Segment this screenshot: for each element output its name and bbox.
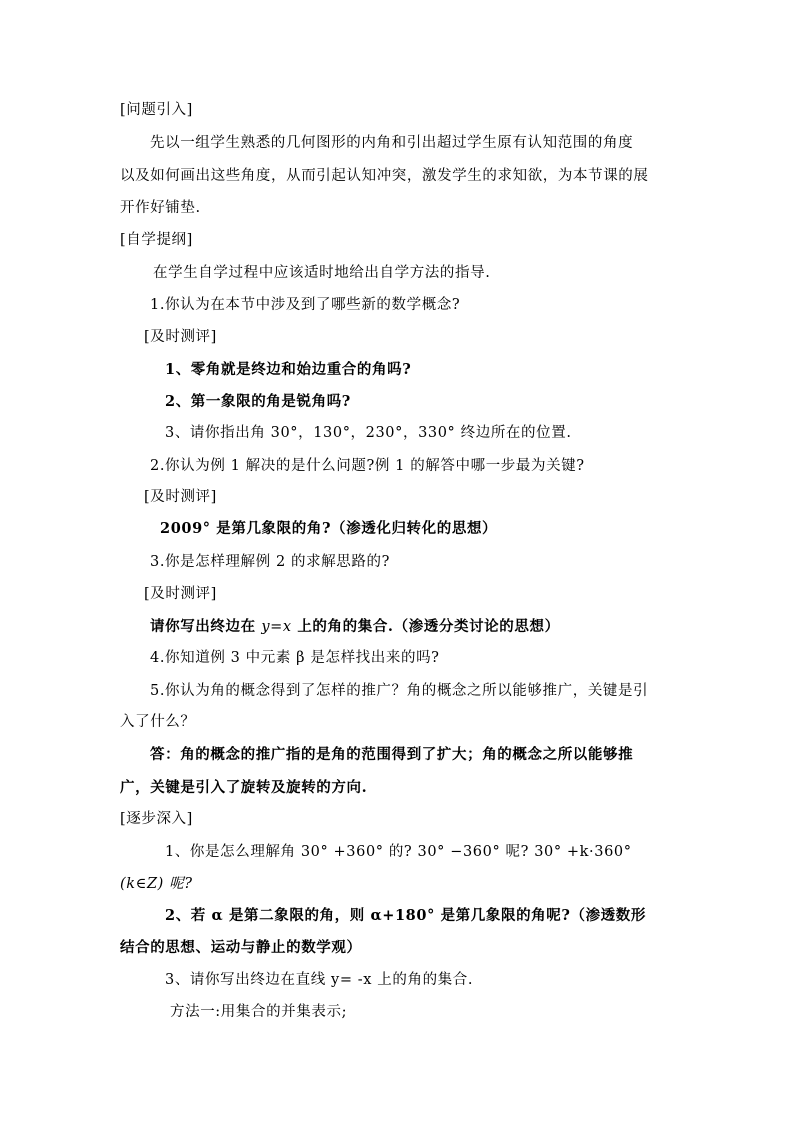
eval-heading-3: [及时测评]: [144, 586, 217, 602]
intro-paragraph-line-2: 以及如何画出这些角度，从而引起认知冲突，激发学生的求知欲，为本节课的展: [120, 168, 649, 184]
eval-1-item-3: 3、请你指出角 30°，130°，230°，330° 终边所在的位置.: [165, 425, 572, 441]
deep-heading: [逐步深入]: [120, 811, 193, 827]
intro-heading: [问题引入]: [120, 102, 193, 118]
deep-item-1-line-1: 1、你是怎么理解角 30° +360° 的? 30° −360° 呢? 30° +k·360°: [165, 844, 632, 860]
outline-paragraph: 在学生自学过程中应该适时地给出自学方法的指导.: [153, 265, 491, 281]
equals-sign: =: [270, 619, 283, 635]
eval-3-text-a: 请你写出终边在: [150, 618, 262, 635]
deep-item-2-line-1: 2、若 α 是第二象限的角，则 α+180° 是第几象限的角呢?（渗透数形: [165, 907, 646, 924]
eval-1-item-1: 1、零角就是终边和始边重合的角吗?: [165, 361, 412, 378]
eval-heading-1: [及时测评]: [144, 329, 217, 345]
eval-3-text-e: 上的角的集合.（渗透分类讨论的思想）: [291, 618, 560, 635]
method-1: 方法一:用集合的并集表示;: [170, 1004, 348, 1020]
eval-2-item-1: 2009° 是第几象限的角?（渗透化归转化的思想）: [160, 520, 498, 537]
question-5-line-1: 5.你认为角的概念得到了怎样的推广？角的概念之所以能够推广，关键是引: [150, 683, 649, 699]
intro-paragraph-line-1: 先以一组学生熟悉的几何图形的内角和引出超过学生原有认知范围的角度: [150, 135, 634, 151]
answer-line-1: 答：角的概念的推广指的是角的范围得到了扩大；角的概念之所以能够推: [150, 746, 634, 763]
intro-paragraph-line-3: 开作好铺垫.: [120, 200, 201, 216]
answer-line-2: 广，关键是引入了旋转及旋转的方向.: [120, 779, 368, 796]
question-1: 1.你认为在本节中涉及到了哪些新的数学概念?: [150, 297, 461, 313]
question-5-line-2: 入了什么？: [120, 714, 196, 730]
deep-item-2-line-2: 结合的思想、运动与静止的数学观）: [120, 939, 362, 956]
question-2: 2.你认为例 1 解决的是什么问题?例 1 的解答中哪一步最为关键?: [150, 458, 585, 474]
variable-y: y: [261, 619, 271, 635]
outline-heading: [自学提纲]: [120, 232, 193, 248]
question-4: 4.你知道例 3 中元素 β 是怎样找出来的吗?: [150, 650, 440, 666]
eval-heading-2: [及时测评]: [144, 489, 217, 505]
eval-1-item-2: 2、第一象限的角是锐角吗?: [165, 393, 351, 410]
deep-item-3: 3、请你写出终边在直线 y= -x 上的角的集合.: [165, 972, 474, 988]
deep-item-1-line-2: (k∈Z) 呢?: [120, 876, 193, 892]
question-3: 3.你是怎样理解例 2 的求解思路的?: [150, 554, 390, 570]
eval-3-item-1: [150, 617, 560, 637]
variable-x: x: [282, 619, 292, 635]
